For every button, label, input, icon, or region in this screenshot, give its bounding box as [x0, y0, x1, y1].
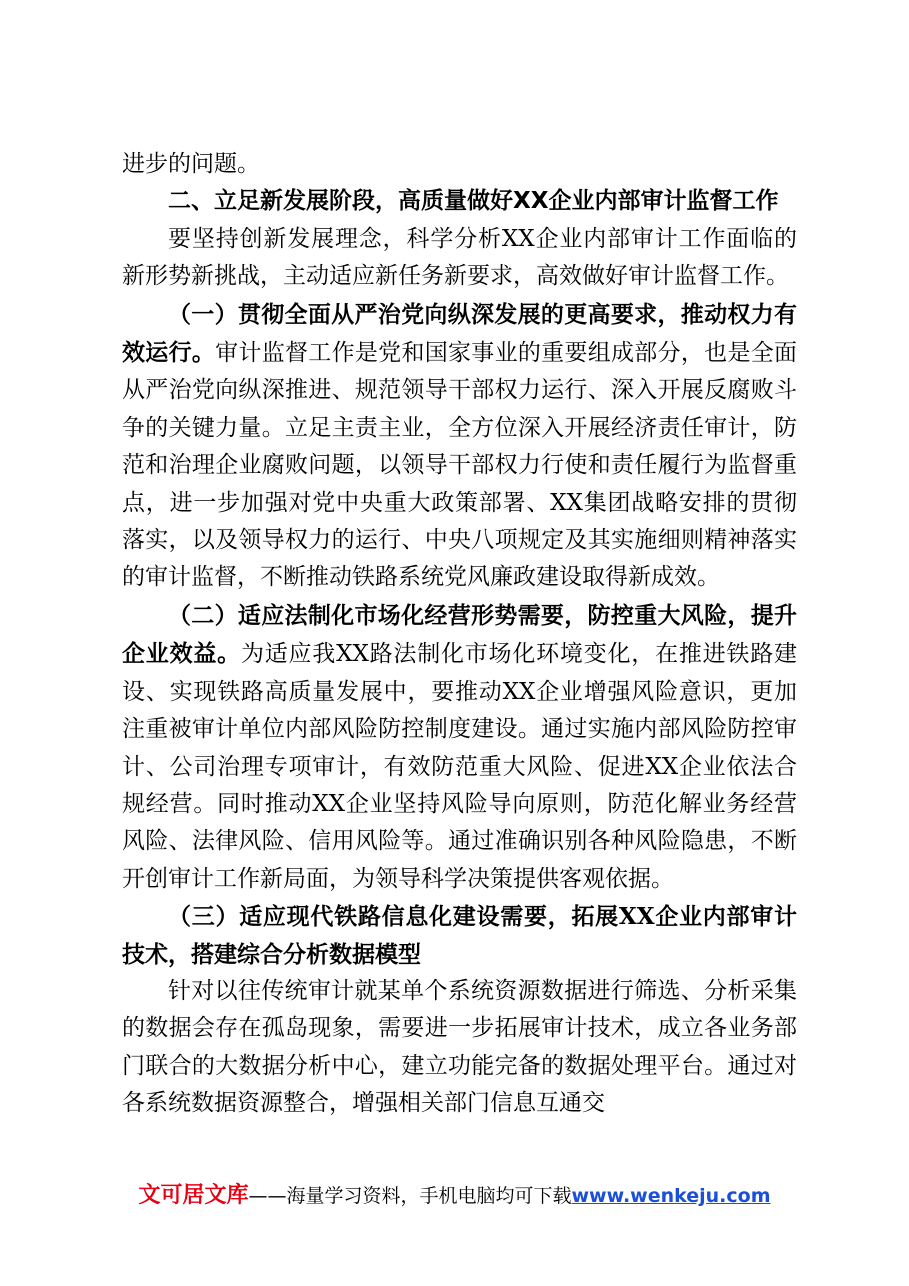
- footer-slogan: ——海量学习资料，手机电脑均可下载: [248, 1185, 572, 1207]
- subsection-1-title: （一）贯彻全面从严治党向纵深发展的更高要求，推动权力有效运行。: [122, 300, 797, 367]
- subsection-3-title: （三）适应现代铁路信息化建设需要，拓展XX企业内部审计技术，搭建综合分析数据模型: [122, 903, 797, 968]
- subsection-2-body: 为适应我XX路法制化市场化环境变化，在推进铁路建设、实现铁路高质量发展中，要推动XX企业增强风险意识，更加注重被审计单位内部风险防控制度建设。通过实施内部风险防控审计、公司治理专项审计，有效防范重大风险、促进XX企业依法合规经营。同时推动XX企业坚持风险导向原则，防范化解业务经营风险、法律风险、信用风险等。通过准确识别各种风险隐患，不断开创审计工作新局面，为领导科学决策提供客观依据。: [122, 641, 798, 892]
- intro-paragraph: 要坚持创新发展理念，科学分析XX企业内部审计工作面临的新形势新挑战，主动适应新任务新要求，高效做好审计监督工作。: [122, 225, 797, 290]
- subsection-1: [122, 296, 797, 597]
- document-body: [122, 146, 797, 1123]
- footer-site-link[interactable]: www.wenkeju.com: [571, 1185, 771, 1207]
- footer-brand: 文可居文库: [138, 1183, 249, 1208]
- paragraph-continuation: 进步的问题。: [122, 151, 260, 177]
- page-footer: [0, 1178, 909, 1209]
- subsection-1-body: 审计监督工作是党和国家事业的重要组成部分，也是全面从严治党向纵深推进、规范领导干部权力运行、深入开展反腐败斗争的关键力量。立足主责主业，全方位深入开展经济责任审计，防范和治理企业腐败问题，以领导干部权力行使和责任履行为监督重点，进一步加强对党中央重大政策部署、XX集团战略安排的贯彻落实，以及领导权力的运行、中央八项规定及其实施细则精神落实的审计监督，不断推动铁路系统党风廉政建设取得新成效。: [122, 340, 798, 591]
- section-heading-2: 二、立足新发展阶段，高质量做好XX企业内部审计监督工作: [168, 188, 779, 215]
- subsection-2-title: （二）适应法制化市场化经营形势需要，防控重大风险，提升企业效益。: [122, 601, 797, 668]
- subsection-3-body: 针对以往传统审计就某单个系统资源数据进行筛选、分析采集的数据会存在孤岛现象，需要进一步拓展审计技术，成立各业务部门联合的大数据分析中心，建立功能完备的数据处理平台。通过对各系统数据资源整合，增强相关部门信息互通交: [122, 977, 797, 1117]
- subsection-2: [122, 597, 797, 898]
